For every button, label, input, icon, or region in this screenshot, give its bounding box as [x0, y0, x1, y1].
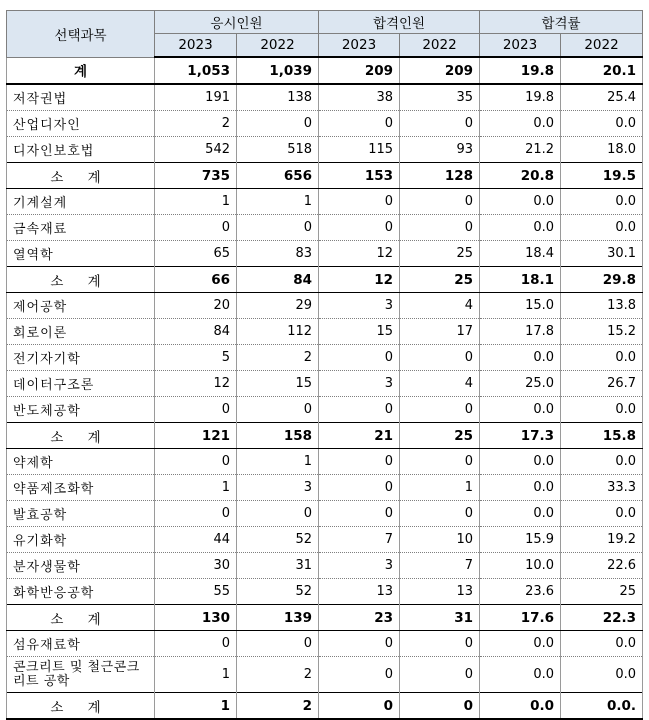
passers-2023-cell: 0 — [319, 111, 400, 137]
passers-2022-cell: 0 — [400, 397, 480, 423]
applicants-2023-cell: 0 — [155, 397, 237, 423]
subject-name-cell: 산업디자인 — [7, 111, 155, 137]
pass-rate-2023-cell: 20.8 — [480, 163, 561, 189]
subject-name-cell: 전기자기학 — [7, 345, 155, 371]
header-year: 2022 — [400, 34, 480, 58]
applicants-2023-cell: 12 — [155, 371, 237, 397]
subject-row — [7, 111, 643, 137]
pass-rate-2022-cell: 15.2 — [561, 319, 643, 345]
subject-row — [7, 137, 643, 163]
applicants-2022-cell: 158 — [237, 423, 319, 449]
passers-2023-cell: 0 — [319, 501, 400, 527]
passers-2022-cell: 25 — [400, 267, 480, 293]
applicants-2023-cell: 0 — [155, 449, 237, 475]
pass-rate-2023-cell: 19.8 — [480, 84, 561, 111]
subject-name-cell: 반도체공학 — [7, 397, 155, 423]
applicants-2022-cell: 138 — [237, 84, 319, 111]
subject-row — [7, 215, 643, 241]
subject-name-cell: 유기화학 — [7, 527, 155, 553]
applicants-2022-cell: 84 — [237, 267, 319, 293]
pass-rate-2023-cell: 19.8 — [480, 57, 561, 84]
passers-2023-cell: 38 — [319, 84, 400, 111]
pass-rate-2023-cell: 0.0 — [480, 475, 561, 501]
pass-rate-2023-cell: 0.0 — [480, 111, 561, 137]
applicants-2022-cell: 139 — [237, 605, 319, 631]
pass-rate-2022-cell: 25.4 — [561, 84, 643, 111]
applicants-2023-cell: 65 — [155, 241, 237, 267]
subject-row — [7, 293, 643, 319]
applicants-2023-cell: 44 — [155, 527, 237, 553]
applicants-2022-cell: 83 — [237, 241, 319, 267]
pass-rate-2022-cell: 0.0 — [561, 345, 643, 371]
pass-rate-2023-cell: 21.2 — [480, 137, 561, 163]
applicants-2023-cell: 20 — [155, 293, 237, 319]
applicants-2022-cell: 29 — [237, 293, 319, 319]
table-header — [7, 11, 643, 58]
applicants-2022-cell: 2 — [237, 657, 319, 693]
subject-name-cell: 분자생물학 — [7, 553, 155, 579]
passers-2023-cell: 0 — [319, 657, 400, 693]
applicants-2023-cell: 5 — [155, 345, 237, 371]
pass-rate-2023-cell: 25.0 — [480, 371, 561, 397]
subject-name-cell: 소 계 — [7, 163, 155, 189]
subject-name-cell: 화학반응공학 — [7, 579, 155, 605]
header-pass-rate: 합격률 — [480, 11, 643, 34]
passers-2023-cell: 12 — [319, 241, 400, 267]
passers-2022-cell: 0 — [400, 693, 480, 720]
passers-2023-cell: 13 — [319, 579, 400, 605]
passers-2022-cell: 4 — [400, 293, 480, 319]
pass-rate-2023-cell: 0.0 — [480, 215, 561, 241]
applicants-2023-cell: 30 — [155, 553, 237, 579]
subject-name-cell: 콘크리트 및 철근콘크리트 공학 — [7, 657, 155, 693]
applicants-2022-cell: 1 — [237, 189, 319, 215]
pass-rate-2022-cell: 0.0 — [561, 397, 643, 423]
subject-row — [7, 241, 643, 267]
header-applicants: 응시인원 — [155, 11, 319, 34]
applicants-2023-cell: 55 — [155, 579, 237, 605]
passers-2022-cell: 93 — [400, 137, 480, 163]
applicants-2023-cell: 130 — [155, 605, 237, 631]
subtotal-row — [7, 423, 643, 449]
subject-row — [7, 527, 643, 553]
applicants-2023-cell: 121 — [155, 423, 237, 449]
applicants-2023-cell: 1,053 — [155, 57, 237, 84]
passers-2022-cell: 25 — [400, 241, 480, 267]
subject-row — [7, 84, 643, 111]
passers-2022-cell: 0 — [400, 189, 480, 215]
applicants-2022-cell: 1,039 — [237, 57, 319, 84]
passers-2022-cell: 35 — [400, 84, 480, 111]
pass-rate-2023-cell: 23.6 — [480, 579, 561, 605]
subject-name-cell: 기계설계 — [7, 189, 155, 215]
subject-row — [7, 501, 643, 527]
pass-rate-2023-cell: 0.0 — [480, 449, 561, 475]
subtotal-row — [7, 163, 643, 189]
pass-rate-2022-cell: 0.0 — [561, 657, 643, 693]
passers-2022-cell: 17 — [400, 319, 480, 345]
passers-2022-cell: 0 — [400, 111, 480, 137]
applicants-2022-cell: 0 — [237, 111, 319, 137]
applicants-2022-cell: 52 — [237, 579, 319, 605]
pass-rate-2022-cell: 20.1 — [561, 57, 643, 84]
passers-2023-cell: 12 — [319, 267, 400, 293]
pass-rate-2023-cell: 0.0 — [480, 501, 561, 527]
applicants-2022-cell: 3 — [237, 475, 319, 501]
pass-rate-2022-cell: 33.3 — [561, 475, 643, 501]
pass-rate-2023-cell: 0.0 — [480, 631, 561, 657]
header-passers: 합격인원 — [319, 11, 480, 34]
pass-rate-2023-cell: 17.3 — [480, 423, 561, 449]
pass-rate-2023-cell: 0.0 — [480, 397, 561, 423]
pass-rate-2022-cell: 22.3 — [561, 605, 643, 631]
exam-results-table — [6, 10, 643, 720]
subject-name-cell: 데이터구조론 — [7, 371, 155, 397]
passers-2022-cell: 0 — [400, 345, 480, 371]
applicants-2022-cell: 518 — [237, 137, 319, 163]
subject-name-cell: 소 계 — [7, 693, 155, 720]
passers-2022-cell: 1 — [400, 475, 480, 501]
passers-2023-cell: 23 — [319, 605, 400, 631]
passers-2022-cell: 0 — [400, 631, 480, 657]
pass-rate-2022-cell: 30.1 — [561, 241, 643, 267]
pass-rate-2022-cell: 22.6 — [561, 553, 643, 579]
subject-name-cell: 제어공학 — [7, 293, 155, 319]
pass-rate-2022-cell: 15.8 — [561, 423, 643, 449]
subject-row — [7, 319, 643, 345]
applicants-2022-cell: 2 — [237, 345, 319, 371]
passers-2023-cell: 3 — [319, 371, 400, 397]
applicants-2023-cell: 735 — [155, 163, 237, 189]
subject-name-cell: 약품제조화학 — [7, 475, 155, 501]
applicants-2022-cell: 0 — [237, 631, 319, 657]
subtotal-row — [7, 605, 643, 631]
pass-rate-2022-cell: 19.5 — [561, 163, 643, 189]
passers-2022-cell: 7 — [400, 553, 480, 579]
applicants-2023-cell: 1 — [155, 657, 237, 693]
subject-name-cell: 디자인보호법 — [7, 137, 155, 163]
pass-rate-2023-cell: 0.0 — [480, 657, 561, 693]
passers-2023-cell: 0 — [319, 215, 400, 241]
pass-rate-2022-cell: 13.8 — [561, 293, 643, 319]
passers-2022-cell: 4 — [400, 371, 480, 397]
subject-row — [7, 345, 643, 371]
passers-2023-cell: 0 — [319, 345, 400, 371]
applicants-2023-cell: 0 — [155, 215, 237, 241]
subtotal-row — [7, 267, 643, 293]
header-year: 2023 — [155, 34, 237, 58]
pass-rate-2022-cell: 18.0 — [561, 137, 643, 163]
header-year: 2022 — [237, 34, 319, 58]
applicants-2023-cell: 0 — [155, 501, 237, 527]
applicants-2022-cell: 52 — [237, 527, 319, 553]
passers-2022-cell: 0 — [400, 449, 480, 475]
passers-2023-cell: 0 — [319, 397, 400, 423]
subject-name-cell: 약제학 — [7, 449, 155, 475]
pass-rate-2022-cell: 0.0. — [561, 693, 643, 720]
subject-name-cell: 열역학 — [7, 241, 155, 267]
pass-rate-2023-cell: 18.1 — [480, 267, 561, 293]
header-subject: 선택과목 — [7, 11, 155, 58]
passers-2023-cell: 3 — [319, 553, 400, 579]
passers-2023-cell: 0 — [319, 475, 400, 501]
pass-rate-2023-cell: 0.0 — [480, 693, 561, 720]
passers-2023-cell: 0 — [319, 189, 400, 215]
pass-rate-2023-cell: 0.0 — [480, 345, 561, 371]
subject-row — [7, 449, 643, 475]
passers-2023-cell: 209 — [319, 57, 400, 84]
applicants-2022-cell: 1 — [237, 449, 319, 475]
applicants-2023-cell: 2 — [155, 111, 237, 137]
header-year: 2022 — [561, 34, 643, 58]
subject-name-cell: 발효공학 — [7, 501, 155, 527]
pass-rate-2022-cell: 0.0 — [561, 111, 643, 137]
subject-row — [7, 631, 643, 657]
total-row — [7, 57, 643, 84]
pass-rate-2022-cell: 0.0 — [561, 501, 643, 527]
applicants-2022-cell: 0 — [237, 501, 319, 527]
applicants-2023-cell: 1 — [155, 475, 237, 501]
pass-rate-2022-cell: 0.0 — [561, 215, 643, 241]
passers-2022-cell: 209 — [400, 57, 480, 84]
subject-name-cell: 소 계 — [7, 267, 155, 293]
subtotal-row — [7, 693, 643, 720]
passers-2023-cell: 115 — [319, 137, 400, 163]
passers-2023-cell: 7 — [319, 527, 400, 553]
passers-2022-cell: 31 — [400, 605, 480, 631]
applicants-2023-cell: 66 — [155, 267, 237, 293]
pass-rate-2023-cell: 18.4 — [480, 241, 561, 267]
applicants-2022-cell: 112 — [237, 319, 319, 345]
passers-2023-cell: 0 — [319, 449, 400, 475]
pass-rate-2023-cell: 10.0 — [480, 553, 561, 579]
passers-2023-cell: 15 — [319, 319, 400, 345]
passers-2023-cell: 0 — [319, 631, 400, 657]
applicants-2022-cell: 0 — [237, 215, 319, 241]
subject-row — [7, 397, 643, 423]
header-row-groups — [7, 11, 643, 34]
pass-rate-2022-cell: 19.2 — [561, 527, 643, 553]
passers-2023-cell: 3 — [319, 293, 400, 319]
applicants-2022-cell: 2 — [237, 693, 319, 720]
passers-2022-cell: 0 — [400, 215, 480, 241]
passers-2022-cell: 13 — [400, 579, 480, 605]
applicants-2023-cell: 1 — [155, 693, 237, 720]
subject-name-cell: 계 — [7, 57, 155, 84]
pass-rate-2023-cell: 17.8 — [480, 319, 561, 345]
applicants-2023-cell: 1 — [155, 189, 237, 215]
applicants-2023-cell: 191 — [155, 84, 237, 111]
subject-name-cell: 섬유재료학 — [7, 631, 155, 657]
subject-name-cell: 소 계 — [7, 605, 155, 631]
pass-rate-2022-cell: 29.8 — [561, 267, 643, 293]
subject-name-cell: 소 계 — [7, 423, 155, 449]
applicants-2022-cell: 0 — [237, 397, 319, 423]
pass-rate-2023-cell: 17.6 — [480, 605, 561, 631]
pass-rate-2022-cell: 25 — [561, 579, 643, 605]
passers-2023-cell: 0 — [319, 693, 400, 720]
subject-row — [7, 475, 643, 501]
table-body — [7, 57, 643, 719]
header-year: 2023 — [480, 34, 561, 58]
passers-2023-cell: 21 — [319, 423, 400, 449]
passers-2022-cell: 25 — [400, 423, 480, 449]
subject-row — [7, 553, 643, 579]
applicants-2022-cell: 656 — [237, 163, 319, 189]
subject-row — [7, 371, 643, 397]
applicants-2023-cell: 84 — [155, 319, 237, 345]
subject-name-cell: 저작권법 — [7, 84, 155, 111]
subject-row — [7, 189, 643, 215]
subject-row — [7, 657, 643, 693]
subject-name-cell: 회로이론 — [7, 319, 155, 345]
passers-2023-cell: 153 — [319, 163, 400, 189]
pass-rate-2022-cell: 26.7 — [561, 371, 643, 397]
exam-results-table-container — [6, 10, 642, 720]
header-year: 2023 — [319, 34, 400, 58]
pass-rate-2023-cell: 0.0 — [480, 189, 561, 215]
passers-2022-cell: 128 — [400, 163, 480, 189]
pass-rate-2023-cell: 15.0 — [480, 293, 561, 319]
subject-name-cell: 금속재료 — [7, 215, 155, 241]
applicants-2022-cell: 15 — [237, 371, 319, 397]
passers-2022-cell: 0 — [400, 501, 480, 527]
subject-row — [7, 579, 643, 605]
pass-rate-2022-cell: 0.0 — [561, 189, 643, 215]
pass-rate-2022-cell: 0.0 — [561, 631, 643, 657]
applicants-2023-cell: 542 — [155, 137, 237, 163]
applicants-2023-cell: 0 — [155, 631, 237, 657]
applicants-2022-cell: 31 — [237, 553, 319, 579]
pass-rate-2023-cell: 15.9 — [480, 527, 561, 553]
pass-rate-2022-cell: 0.0 — [561, 449, 643, 475]
passers-2022-cell: 10 — [400, 527, 480, 553]
passers-2022-cell: 0 — [400, 657, 480, 693]
